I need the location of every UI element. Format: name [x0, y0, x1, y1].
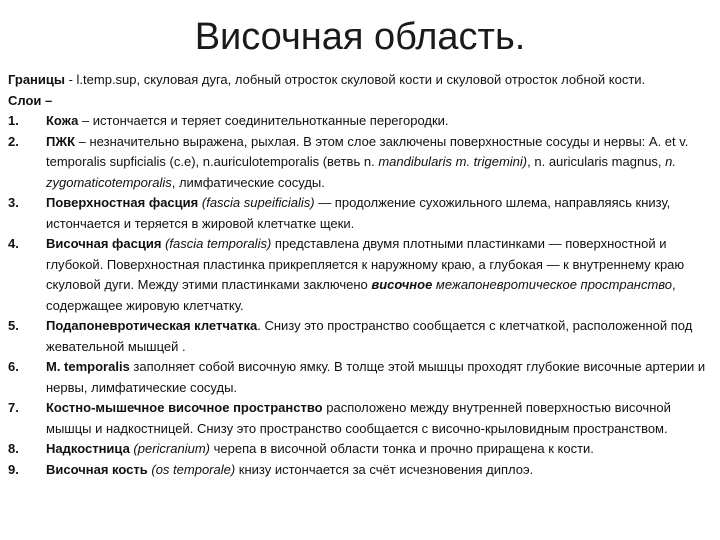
- item-text: Височная фасция (fascia temporalis) представлена двумя плотными пластинками — поверхностной и глубокой. Поверхностная пластинка прикрепляется к наружному краю, а глубокая — к внутреннему краю скуловой дуги. Между этими пластинками заключено височное межапоневротическое пространство, содержащее жировую клетчатку.: [46, 236, 685, 313]
- item-text: Кожа – истончается и теряет соединительнотканные перегородки.: [46, 113, 449, 128]
- item-number: 6.: [8, 359, 19, 374]
- borders-paragraph: [8, 70, 712, 91]
- item-number: 5.: [8, 318, 19, 333]
- list-item-8: [8, 439, 712, 460]
- layers-label: Слои –: [8, 92, 53, 108]
- slide-content: [8, 70, 712, 480]
- list-item-4: [8, 234, 712, 316]
- borders-text: - l.temp.sup, скуловая дуга, лобный отросток скуловой кости и скуловой отросток лобной кости.: [64, 72, 646, 87]
- item-number: 4.: [8, 236, 19, 251]
- list-item-9: [8, 460, 712, 481]
- item-number: 2.: [8, 133, 19, 149]
- item-text: Поверхностная фасция (fascia supeificialis) — продолжение сухожильного шлема, направляясь книзу, истончается и теряется в жировой клетчатке щеки.: [46, 195, 671, 231]
- list-item-1: [8, 111, 712, 132]
- item-text: Подапоневротическая клетчатка. Снизу это пространство сообщается с клетчаткой, расположенной под жевательной мышцей .: [46, 318, 693, 354]
- list-item-6: [8, 357, 712, 398]
- item-text: Височная кость (os temporale) книзу истончается за счёт исчезновения диплоэ.: [46, 461, 534, 477]
- item-text: ПЖК – незначительно выражена, рыхлая. В этом слое заключены поверхностные сосуды и нервы: A. et v. temporalis supficialis (c.e), n.auriculotemporalis (ветвь n. mandibularis m. trigemini), n. auricularis magnus, n. zygomaticotemporalis, лимфатические сосуды.: [46, 133, 689, 190]
- list-item-7: [8, 398, 712, 439]
- list-item-3: [8, 193, 712, 234]
- item-text: M. temporalis заполняет собой височную ямку. В толще этой мышцы проходят глубокие височные артерии и нервы, лимфатические сосуды.: [46, 359, 706, 395]
- item-number: 8.: [8, 441, 19, 456]
- list-item-2: [8, 132, 712, 194]
- borders-label: Границы: [8, 72, 65, 87]
- item-number: 3.: [8, 195, 19, 210]
- list-item-5: [8, 316, 712, 357]
- item-number: 1.: [8, 113, 19, 128]
- item-text: Надкостница (pericranium) черепа в височной области тонка и прочно приращена к кости.: [46, 441, 594, 456]
- item-number: 7.: [8, 400, 19, 415]
- item-text: Костно-мышечное височное пространство расположено между внутренней поверхностью височной мышцы и надкостницей. Снизу это пространство сообщается с височно-крыловидным пространством.: [46, 400, 671, 436]
- item-number: 9.: [8, 461, 19, 477]
- slide-title: Височная область.: [194, 16, 526, 58]
